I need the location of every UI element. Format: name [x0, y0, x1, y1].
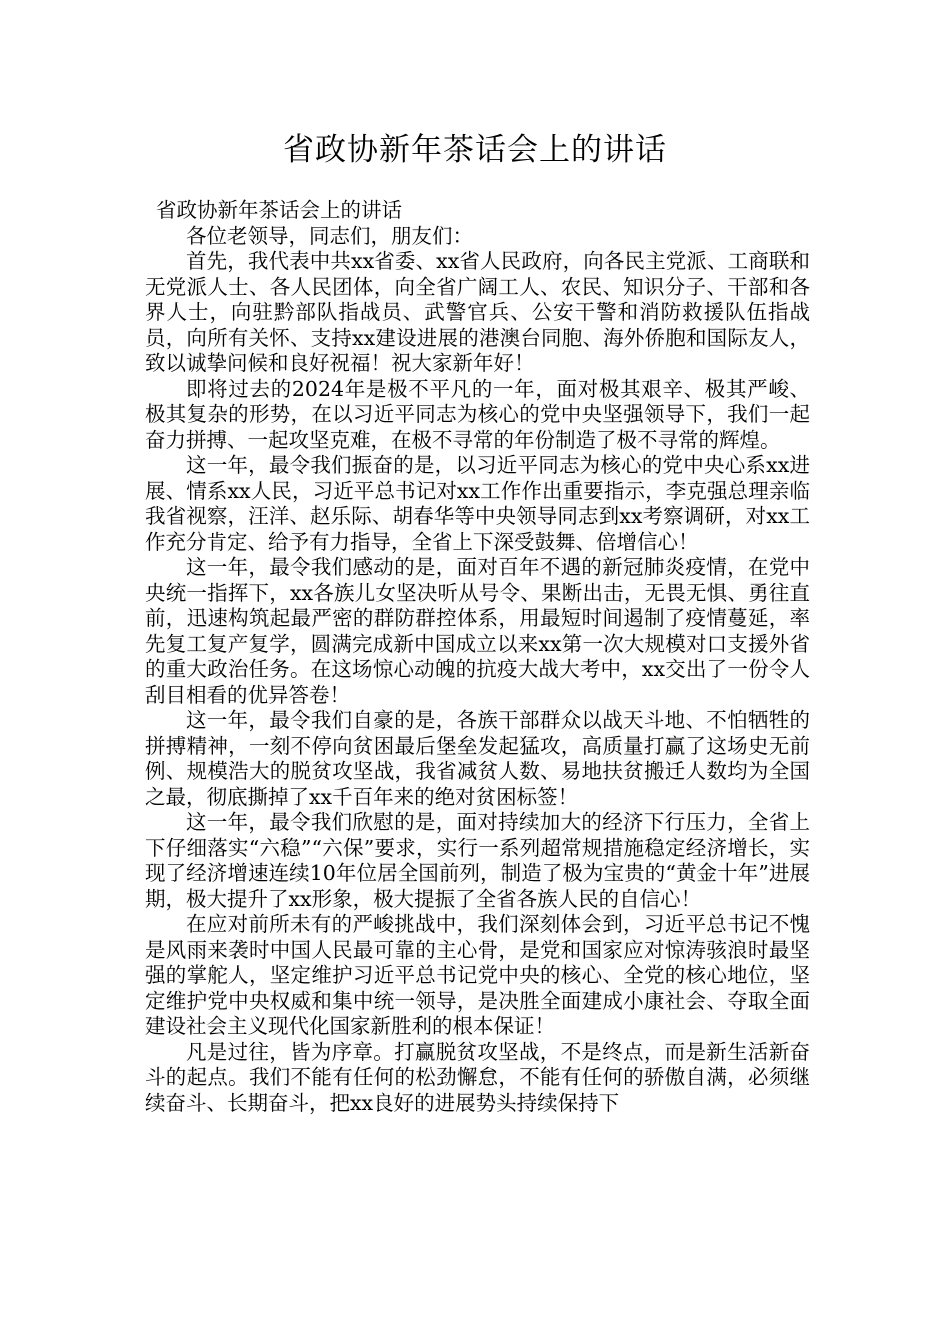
body-paragraph: 这一年，最令我们感动的是，面对百年不遇的新冠肺炎疫情，在党中央统一指挥下，xx各族儿女坚决听从号令、果断出击，无畏无惧、勇往直前，迅速构筑起最严密的群防群控体系，用最短时间遏制了疫情蔓延，率先复工复产复学，圆满完成新中国成立以来xx第一次大规模对口支援外省的重大政治任务。在这场惊心动魄的抗疫大战大考中，xx交出了一份令人刮目相看的优异答卷！: [145, 555, 810, 707]
body-paragraph: 凡是过往，皆为序章。打赢脱贫攻坚战，不是终点，而是新生活新奋斗的起点。我们不能有任何的松劲懈怠，不能有任何的骄傲自满，必须继续奋斗、长期奋斗，把xx良好的进展势头持续保持下: [145, 1039, 810, 1115]
document-body: [145, 198, 810, 1116]
document-subtitle: 省政协新年茶话会上的讲话: [156, 198, 402, 222]
body-paragraph: 这一年，最令我们欣慰的是，面对持续加大的经济下行压力，全省上下仔细落实“六稳”“六保”要求，实行一系列超常规措施稳定经济增长，实现了经济增速连续10年位居全国前列，制造了极为宝贵的“黄金十年”进展期，极大提升了xx形象，极大提振了全省各族人民的自信心！: [145, 810, 810, 911]
body-paragraph: 这一年，最令我们振奋的是，以习近平同志为核心的党中央心系xx进展、情系xx人民，习近平总书记对xx工作作出重要指示，李克强总理亲临我省视察，汪洋、赵乐际、胡春华等中央领导同志到xx考察调研，对xx工作充分肯定、给予有力指导，全省上下深受鼓舞、倍增信心！: [145, 453, 810, 554]
body-paragraph: 首先，我代表中共xx省委、xx省人民政府，向各民主党派、工商联和无党派人士、各人民团体，向全省广阔工人、农民、知识分子、干部和各界人士，向驻黔部队指战员、武警官兵、公安干警和消防救援队伍指战员，向所有关怀、支持xx建设进展的港澳台同胞、海外侨胞和国际友人，致以诚挚问候和良好祝福！祝大家新年好！: [145, 249, 810, 375]
body-paragraph: 这一年，最令我们自豪的是，各族干部群众以战天斗地、不怕牺牲的拼搏精神，一刻不停向贫困最后堡垒发起猛攻，高质量打赢了这场史无前例、规模浩大的脱贫攻坚战，我省减贫人数、易地扶贫搬迁人数均为全国之最，彻底撕掉了xx千百年来的绝对贫困标签！: [145, 708, 810, 809]
document-title: 省政协新年茶话会上的讲话: [283, 132, 667, 168]
body-paragraph: 即将过去的2024年是极不平凡的一年，面对极其艰辛、极其严峻、极其复杂的形势，在以习近平同志为核心的党中央坚强领导下，我们一起奋力拼搏、一起攻坚克难，在极不寻常的年份制造了极不寻常的辉煌。: [145, 376, 810, 452]
body-paragraph: 在应对前所未有的严峻挑战中，我们深刻体会到，习近平总书记不愧是风雨来袭时中国人民最可靠的主心骨，是党和国家应对惊涛骇浪时最坚强的掌舵人，坚定维护习近平总书记党中央的核心、全党的核心地位，坚定维护党中央权威和集中统一领导，是决胜全面建成小康社会、夺取全面建设社会主义现代化国家新胜利的根本保证！: [145, 912, 810, 1038]
greeting-line: 各位老领导，同志们，朋友们：: [186, 223, 473, 248]
